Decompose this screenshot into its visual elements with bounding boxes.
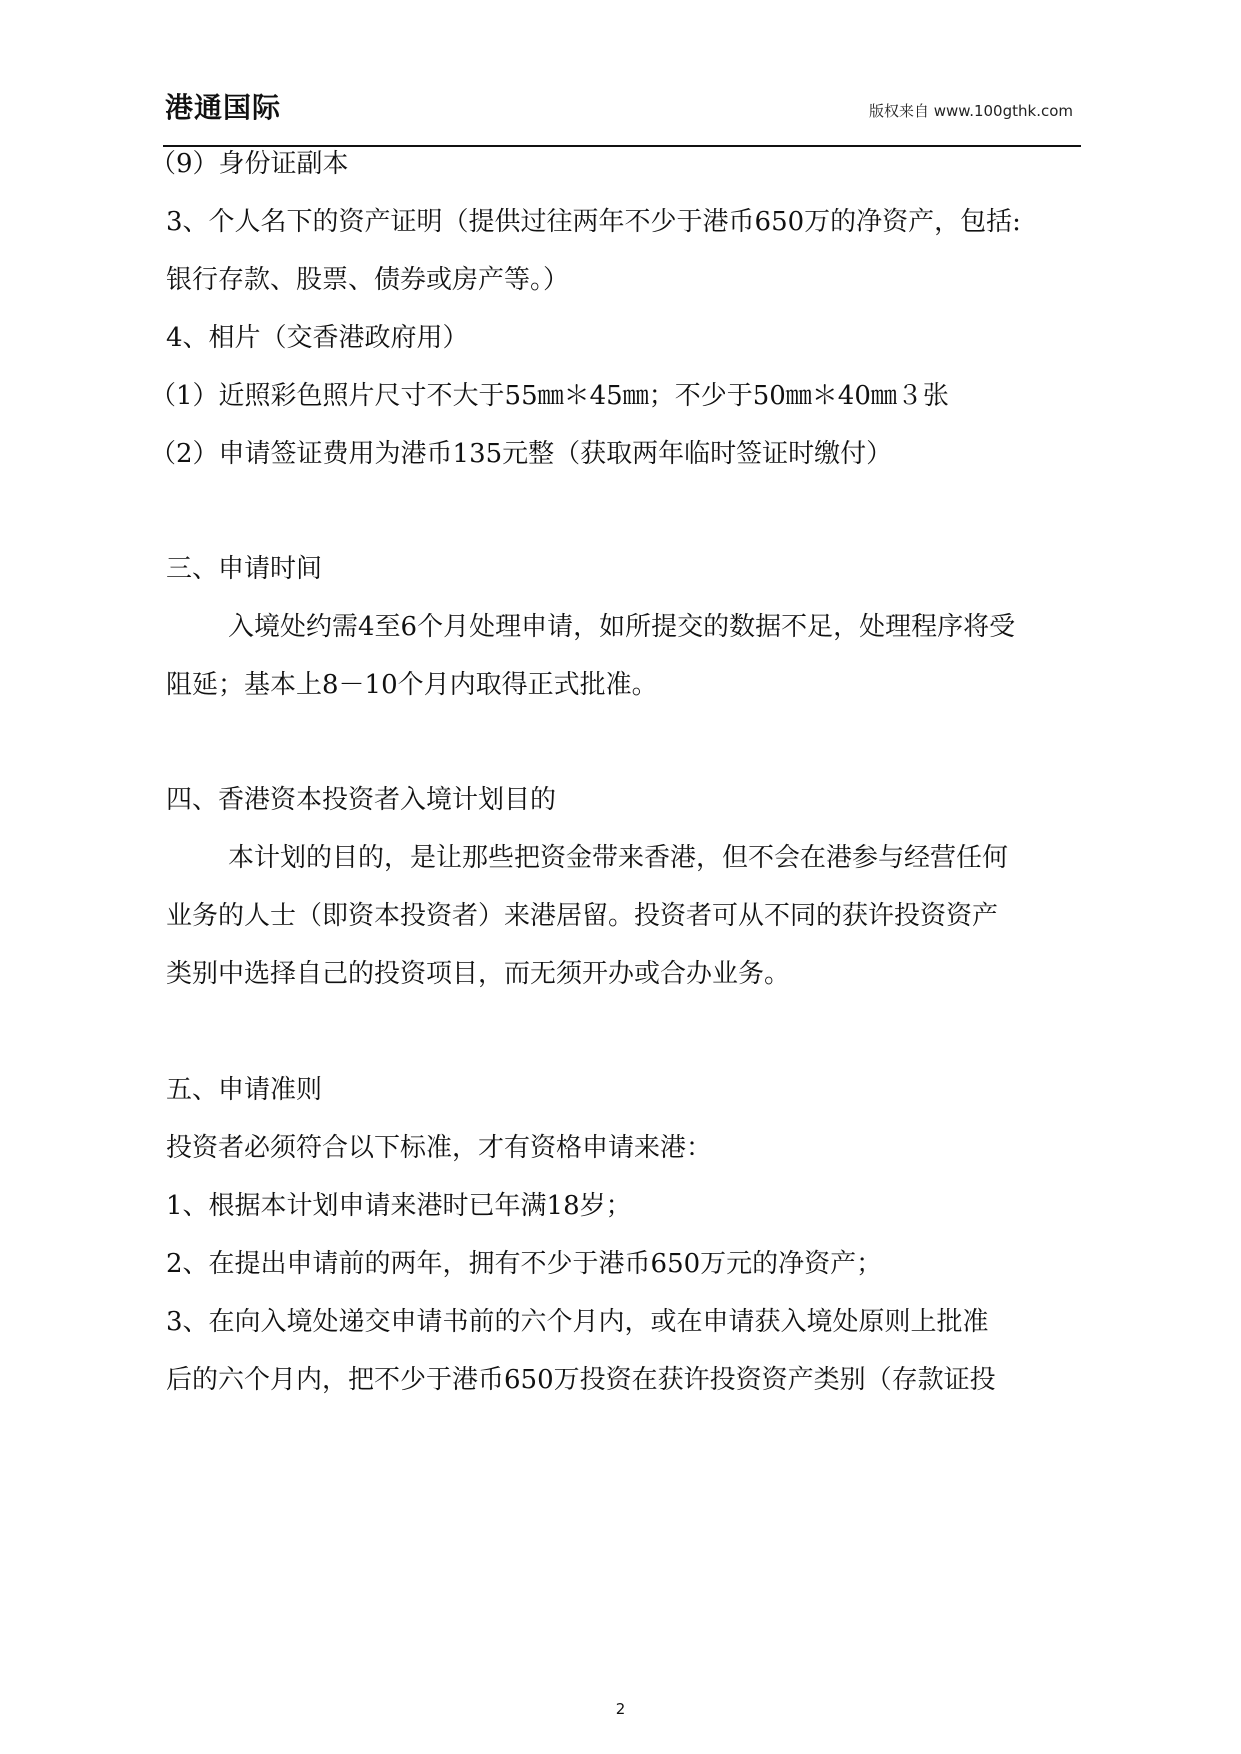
section-heading: 四、香港资本投资者入境计划目的 bbox=[166, 785, 557, 815]
section-heading: 三、申请时间 bbox=[166, 554, 323, 584]
text-line: 投资者必须符合以下标准，才有资格申请来港： bbox=[166, 1133, 713, 1163]
text-line: 1、根据本计划申请来港时已年满18岁； bbox=[166, 1191, 632, 1221]
text-line: 本计划的目的，是让那些把资金带来香港，但不会在港参与经营任何 bbox=[228, 843, 1009, 873]
header-title: 港通国际 bbox=[165, 91, 282, 124]
text-line: 3、在向入境处递交申请书前的六个月内，或在申请获入境处原则上批准 bbox=[166, 1307, 989, 1337]
text-line: 类别中选择自己的投资项目，而无须开办或合办业务。 bbox=[166, 959, 791, 989]
text-line: 2、在提出申请前的两年，拥有不少于港币650万元的净资产； bbox=[166, 1249, 883, 1279]
text-line: （9）身份证副本 bbox=[150, 149, 349, 179]
text-line: （2）申请签证费用为港币135元整（获取两年临时签证时缴付） bbox=[150, 439, 893, 469]
text-line: 入境处约需4至6个月处理申请，如所提交的数据不足，处理程序将受 bbox=[228, 612, 1016, 642]
section-heading: 五、申请准则 bbox=[166, 1075, 323, 1105]
text-line: 3、个人名下的资产证明（提供过往两年不少于港币650万的净资产，包括: bbox=[166, 207, 1021, 237]
page-number: 2 bbox=[615, 1700, 626, 1718]
text-line: 银行存款、股票、债券或房产等。） bbox=[166, 265, 570, 295]
header-copyright: 版权来自 www.100gthk.com bbox=[869, 102, 1073, 120]
text-line: 阻延；基本上8－10个月内取得正式批准。 bbox=[166, 670, 658, 700]
text-line: 业务的人士（即资本投资者）来港居留。投资者可从不同的获许投资资产 bbox=[166, 901, 999, 931]
text-line: 4、相片（交香港政府用） bbox=[166, 323, 469, 353]
text-line: 后的六个月内，把不少于港币650万投资在获许投资资产类别（存款证投 bbox=[166, 1365, 996, 1395]
text-line: （1）近照彩色照片尺寸不大于55㎜＊45㎜；不少于50㎜＊40㎜３张 bbox=[150, 381, 949, 411]
